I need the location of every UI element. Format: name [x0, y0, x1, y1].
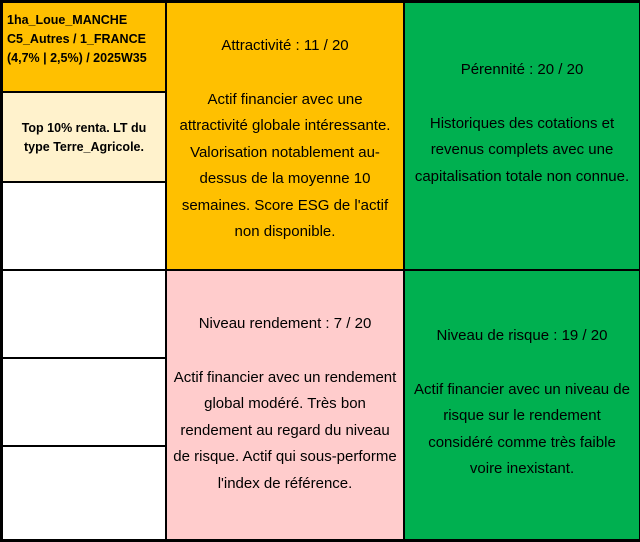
perennite-cell [404, 2, 640, 270]
rendement-title: Niveau rendement : 7 / 20 [198, 315, 372, 332]
empty-cell [2, 270, 166, 358]
rendement-description: Actif financier avec un rendement global modéré. Très bon rendement au regard du niveau de risque. Actif qui sous-performe l'index de référence. [173, 368, 397, 492]
perennite-title: Pérennité : 20 / 20 [460, 61, 584, 78]
risque-cell [404, 270, 640, 540]
asset-summary-text: Top 10% renta. LT du type Terre_Agricole. [21, 121, 147, 154]
attractivite-description: Actif financier avec une attractivité globale intéressante. Valorisation notablement au-dessus de la moyenne 10 semaines. Score ESG de l'actif non disponible. [179, 90, 391, 240]
perennite-description: Historiques des cotations et revenus complets avec une capitalisation totale non connue. [414, 114, 630, 185]
asset-identifier-box [2, 2, 166, 92]
empty-cell [2, 182, 166, 270]
empty-cell [2, 358, 166, 446]
asset-category: C5_Autres / 1_FRANCE [7, 32, 146, 46]
risque-title: Niveau de risque : 19 / 20 [436, 327, 608, 344]
attractivite-cell [166, 2, 404, 270]
asset-summary-box [2, 92, 166, 182]
asset-yield-week: (4,7% | 2,5%) / 2025W35 [7, 51, 147, 65]
asset-name: 1ha_Loue_MANCHE [7, 13, 128, 27]
attractivite-title: Attractivité : 11 / 20 [221, 37, 349, 54]
empty-cell [2, 446, 166, 540]
risque-description: Actif financier avec un niveau de risque sur le rendement considéré comme très faible voire inexistant. [414, 380, 630, 477]
rendement-cell [166, 270, 404, 540]
